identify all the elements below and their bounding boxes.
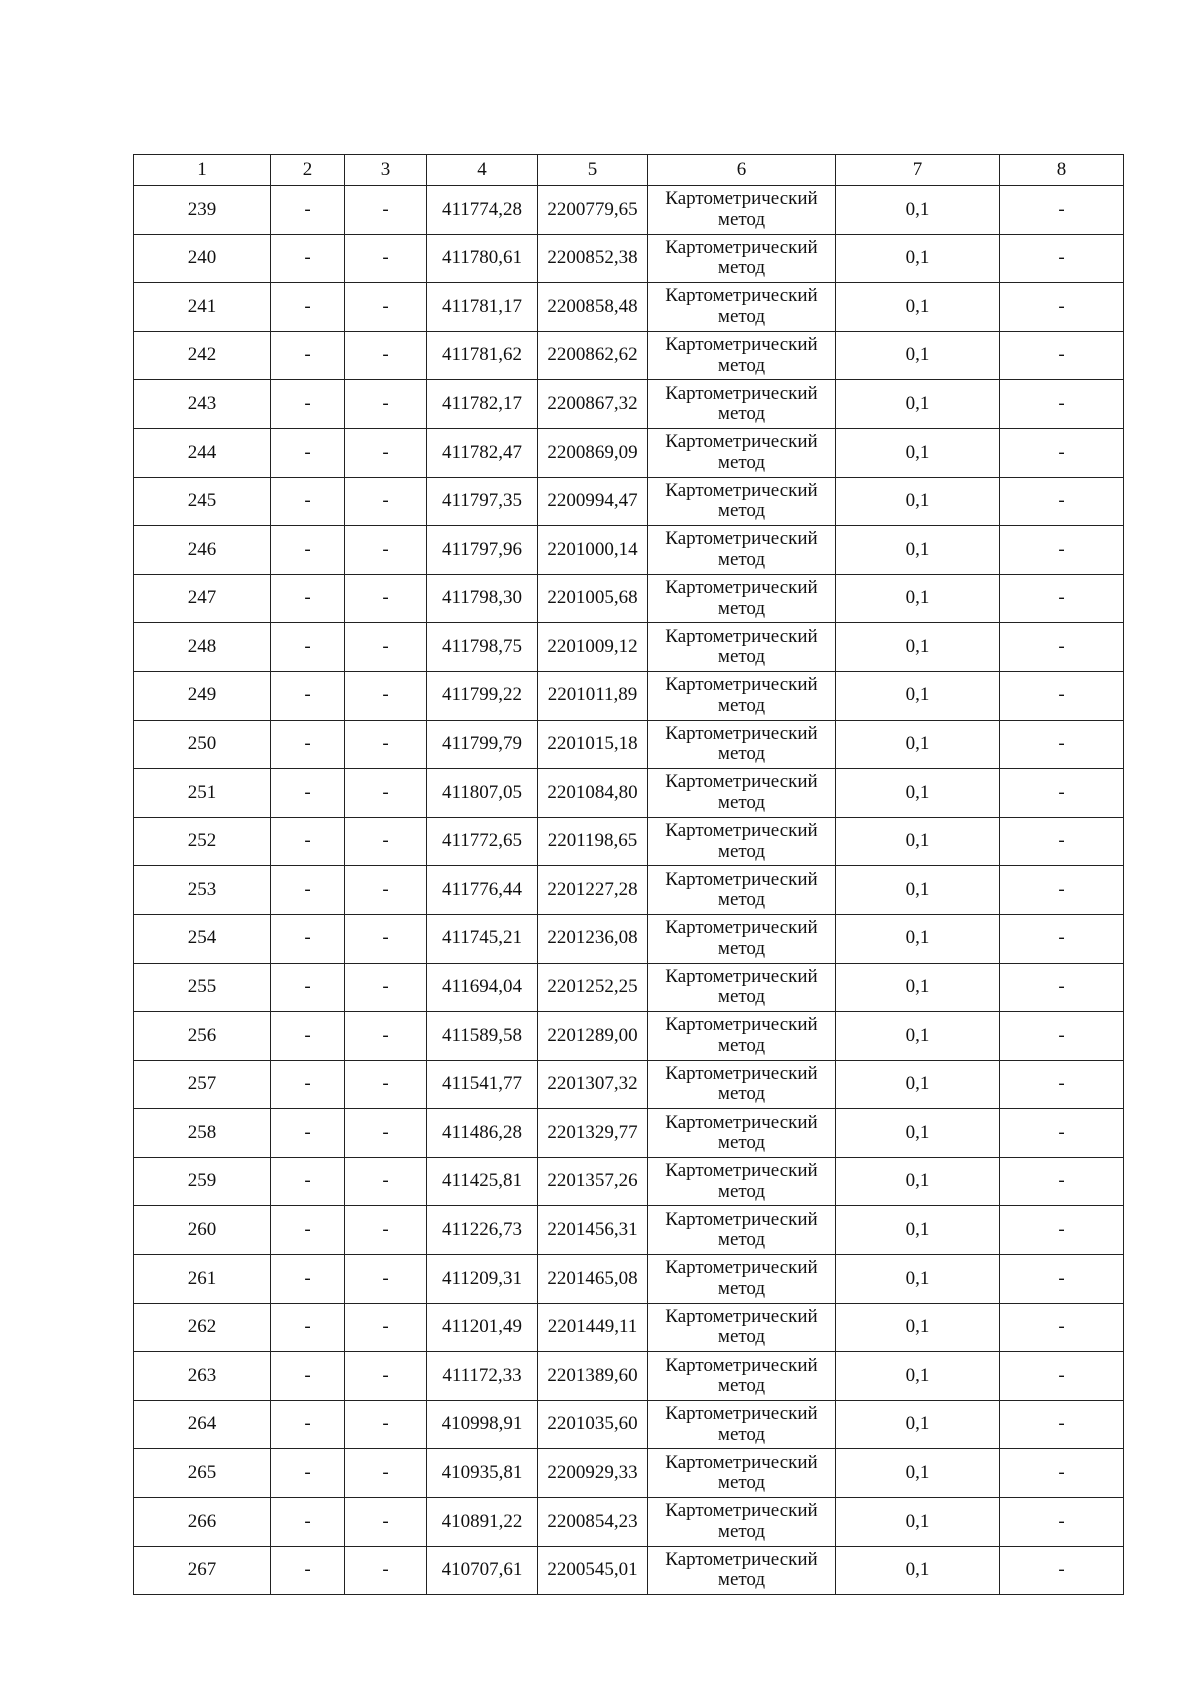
y-coordinate-cell: 2201252,25 xyxy=(538,963,648,1012)
method-cell: Картометрический метод xyxy=(648,574,836,623)
point-number-cell: 267 xyxy=(134,1546,271,1595)
y-coordinate-cell: 2201015,18 xyxy=(538,720,648,769)
header-cell: 6 xyxy=(648,155,836,186)
col8-cell: - xyxy=(1000,1400,1124,1449)
y-coordinate-cell: 2200854,23 xyxy=(538,1498,648,1547)
col3-cell: - xyxy=(345,283,427,332)
header-cell: 8 xyxy=(1000,155,1124,186)
y-coordinate-cell: 2201389,60 xyxy=(538,1352,648,1401)
table-row xyxy=(134,1060,1124,1109)
y-coordinate-cell: 2201000,14 xyxy=(538,526,648,575)
accuracy-cell: 0,1 xyxy=(836,1449,1000,1498)
col8-cell: - xyxy=(1000,1109,1124,1158)
point-number-cell: 252 xyxy=(134,817,271,866)
table-row xyxy=(134,1546,1124,1595)
table-row xyxy=(134,1498,1124,1547)
col8-cell: - xyxy=(1000,1303,1124,1352)
col2-cell: - xyxy=(271,1157,345,1206)
col2-cell: - xyxy=(271,817,345,866)
x-coordinate-cell: 411781,62 xyxy=(427,331,538,380)
method-cell: Картометрический метод xyxy=(648,866,836,915)
point-number-cell: 251 xyxy=(134,769,271,818)
x-coordinate-cell: 411799,22 xyxy=(427,671,538,720)
accuracy-cell: 0,1 xyxy=(836,477,1000,526)
y-coordinate-cell: 2201307,32 xyxy=(538,1060,648,1109)
col2-cell: - xyxy=(271,331,345,380)
col3-cell: - xyxy=(345,1449,427,1498)
point-number-cell: 246 xyxy=(134,526,271,575)
y-coordinate-cell: 2201329,77 xyxy=(538,1109,648,1158)
col8-cell: - xyxy=(1000,769,1124,818)
y-coordinate-cell: 2201357,26 xyxy=(538,1157,648,1206)
col8-cell: - xyxy=(1000,428,1124,477)
col3-cell: - xyxy=(345,866,427,915)
table-row xyxy=(134,186,1124,235)
accuracy-cell: 0,1 xyxy=(836,1303,1000,1352)
col8-cell: - xyxy=(1000,1449,1124,1498)
col8-cell: - xyxy=(1000,817,1124,866)
col8-cell: - xyxy=(1000,331,1124,380)
col3-cell: - xyxy=(345,1157,427,1206)
col8-cell: - xyxy=(1000,623,1124,672)
y-coordinate-cell: 2201449,11 xyxy=(538,1303,648,1352)
point-number-cell: 253 xyxy=(134,866,271,915)
col3-cell: - xyxy=(345,720,427,769)
method-cell: Картометрический метод xyxy=(648,186,836,235)
table-row xyxy=(134,1449,1124,1498)
method-cell: Картометрический метод xyxy=(648,1206,836,1255)
y-coordinate-cell: 2201011,89 xyxy=(538,671,648,720)
col8-cell: - xyxy=(1000,914,1124,963)
accuracy-cell: 0,1 xyxy=(836,914,1000,963)
table-row xyxy=(134,1109,1124,1158)
x-coordinate-cell: 411780,61 xyxy=(427,234,538,283)
header-cell: 5 xyxy=(538,155,648,186)
method-cell: Картометрический метод xyxy=(648,963,836,1012)
col2-cell: - xyxy=(271,428,345,477)
method-cell: Картометрический метод xyxy=(648,769,836,818)
y-coordinate-cell: 2200545,01 xyxy=(538,1546,648,1595)
x-coordinate-cell: 411797,35 xyxy=(427,477,538,526)
accuracy-cell: 0,1 xyxy=(836,1498,1000,1547)
table-row xyxy=(134,671,1124,720)
x-coordinate-cell: 411589,58 xyxy=(427,1012,538,1061)
method-cell: Картометрический метод xyxy=(648,1400,836,1449)
col2-cell: - xyxy=(271,1206,345,1255)
col2-cell: - xyxy=(271,380,345,429)
accuracy-cell: 0,1 xyxy=(836,623,1000,672)
y-coordinate-cell: 2200862,62 xyxy=(538,331,648,380)
col2-cell: - xyxy=(271,1400,345,1449)
table-row xyxy=(134,623,1124,672)
table-body xyxy=(134,186,1124,1595)
col8-cell: - xyxy=(1000,1255,1124,1304)
accuracy-cell: 0,1 xyxy=(836,234,1000,283)
point-number-cell: 249 xyxy=(134,671,271,720)
method-cell: Картометрический метод xyxy=(648,477,836,526)
col3-cell: - xyxy=(345,1060,427,1109)
x-coordinate-cell: 411782,47 xyxy=(427,428,538,477)
point-number-cell: 266 xyxy=(134,1498,271,1547)
col3-cell: - xyxy=(345,1255,427,1304)
method-cell: Картометрический метод xyxy=(648,1012,836,1061)
table-row xyxy=(134,428,1124,477)
y-coordinate-cell: 2201005,68 xyxy=(538,574,648,623)
x-coordinate-cell: 410998,91 xyxy=(427,1400,538,1449)
table-header xyxy=(134,155,1124,186)
method-cell: Картометрический метод xyxy=(648,623,836,672)
col2-cell: - xyxy=(271,1012,345,1061)
y-coordinate-cell: 2200858,48 xyxy=(538,283,648,332)
header-cell: 3 xyxy=(345,155,427,186)
accuracy-cell: 0,1 xyxy=(836,866,1000,915)
point-number-cell: 260 xyxy=(134,1206,271,1255)
point-number-cell: 255 xyxy=(134,963,271,1012)
accuracy-cell: 0,1 xyxy=(836,1400,1000,1449)
header-cell: 7 xyxy=(836,155,1000,186)
method-cell: Картометрический метод xyxy=(648,817,836,866)
col8-cell: - xyxy=(1000,720,1124,769)
col2-cell: - xyxy=(271,866,345,915)
col3-cell: - xyxy=(345,1303,427,1352)
coordinates-table xyxy=(133,154,1124,1595)
x-coordinate-cell: 411781,17 xyxy=(427,283,538,332)
col2-cell: - xyxy=(271,526,345,575)
col2-cell: - xyxy=(271,720,345,769)
table-row xyxy=(134,1206,1124,1255)
accuracy-cell: 0,1 xyxy=(836,526,1000,575)
col3-cell: - xyxy=(345,1109,427,1158)
method-cell: Картометрический метод xyxy=(648,1546,836,1595)
method-cell: Картометрический метод xyxy=(648,1157,836,1206)
col2-cell: - xyxy=(271,574,345,623)
col3-cell: - xyxy=(345,914,427,963)
method-cell: Картометрический метод xyxy=(648,1449,836,1498)
x-coordinate-cell: 411425,81 xyxy=(427,1157,538,1206)
accuracy-cell: 0,1 xyxy=(836,1012,1000,1061)
col2-cell: - xyxy=(271,671,345,720)
accuracy-cell: 0,1 xyxy=(836,769,1000,818)
col3-cell: - xyxy=(345,1400,427,1449)
point-number-cell: 256 xyxy=(134,1012,271,1061)
x-coordinate-cell: 411807,05 xyxy=(427,769,538,818)
y-coordinate-cell: 2200994,47 xyxy=(538,477,648,526)
col2-cell: - xyxy=(271,283,345,332)
col3-cell: - xyxy=(345,477,427,526)
col3-cell: - xyxy=(345,574,427,623)
col3-cell: - xyxy=(345,963,427,1012)
col2-cell: - xyxy=(271,1352,345,1401)
col8-cell: - xyxy=(1000,234,1124,283)
col2-cell: - xyxy=(271,1303,345,1352)
x-coordinate-cell: 411541,77 xyxy=(427,1060,538,1109)
col8-cell: - xyxy=(1000,1352,1124,1401)
col3-cell: - xyxy=(345,234,427,283)
table-row xyxy=(134,526,1124,575)
x-coordinate-cell: 411798,75 xyxy=(427,623,538,672)
accuracy-cell: 0,1 xyxy=(836,1206,1000,1255)
col2-cell: - xyxy=(271,1060,345,1109)
method-cell: Картометрический метод xyxy=(648,914,836,963)
x-coordinate-cell: 411799,79 xyxy=(427,720,538,769)
point-number-cell: 241 xyxy=(134,283,271,332)
point-number-cell: 244 xyxy=(134,428,271,477)
y-coordinate-cell: 2201289,00 xyxy=(538,1012,648,1061)
col3-cell: - xyxy=(345,186,427,235)
table-row xyxy=(134,234,1124,283)
col8-cell: - xyxy=(1000,1157,1124,1206)
col8-cell: - xyxy=(1000,1012,1124,1061)
col2-cell: - xyxy=(271,477,345,526)
point-number-cell: 247 xyxy=(134,574,271,623)
method-cell: Картометрический метод xyxy=(648,428,836,477)
x-coordinate-cell: 410707,61 xyxy=(427,1546,538,1595)
method-cell: Картометрический метод xyxy=(648,1303,836,1352)
col2-cell: - xyxy=(271,1498,345,1547)
table-row xyxy=(134,1157,1124,1206)
accuracy-cell: 0,1 xyxy=(836,186,1000,235)
point-number-cell: 243 xyxy=(134,380,271,429)
table-row xyxy=(134,1400,1124,1449)
table-row xyxy=(134,380,1124,429)
y-coordinate-cell: 2201198,65 xyxy=(538,817,648,866)
accuracy-cell: 0,1 xyxy=(836,817,1000,866)
x-coordinate-cell: 411694,04 xyxy=(427,963,538,1012)
x-coordinate-cell: 411798,30 xyxy=(427,574,538,623)
x-coordinate-cell: 410935,81 xyxy=(427,1449,538,1498)
method-cell: Картометрический метод xyxy=(648,1498,836,1547)
x-coordinate-cell: 411486,28 xyxy=(427,1109,538,1158)
col8-cell: - xyxy=(1000,477,1124,526)
col2-cell: - xyxy=(271,769,345,818)
method-cell: Картометрический метод xyxy=(648,1060,836,1109)
accuracy-cell: 0,1 xyxy=(836,1546,1000,1595)
accuracy-cell: 0,1 xyxy=(836,963,1000,1012)
method-cell: Картометрический метод xyxy=(648,720,836,769)
y-coordinate-cell: 2201009,12 xyxy=(538,623,648,672)
x-coordinate-cell: 411745,21 xyxy=(427,914,538,963)
point-number-cell: 250 xyxy=(134,720,271,769)
point-number-cell: 240 xyxy=(134,234,271,283)
x-coordinate-cell: 411209,31 xyxy=(427,1255,538,1304)
table-row xyxy=(134,963,1124,1012)
col8-cell: - xyxy=(1000,186,1124,235)
accuracy-cell: 0,1 xyxy=(836,720,1000,769)
accuracy-cell: 0,1 xyxy=(836,671,1000,720)
accuracy-cell: 0,1 xyxy=(836,380,1000,429)
col3-cell: - xyxy=(345,769,427,818)
method-cell: Картометрический метод xyxy=(648,1352,836,1401)
method-cell: Картометрический метод xyxy=(648,234,836,283)
col8-cell: - xyxy=(1000,671,1124,720)
col8-cell: - xyxy=(1000,963,1124,1012)
x-coordinate-cell: 411774,28 xyxy=(427,186,538,235)
col3-cell: - xyxy=(345,526,427,575)
point-number-cell: 264 xyxy=(134,1400,271,1449)
col2-cell: - xyxy=(271,1546,345,1595)
col3-cell: - xyxy=(345,623,427,672)
table-row xyxy=(134,817,1124,866)
y-coordinate-cell: 2200929,33 xyxy=(538,1449,648,1498)
x-coordinate-cell: 411772,65 xyxy=(427,817,538,866)
col3-cell: - xyxy=(345,1498,427,1547)
col3-cell: - xyxy=(345,1352,427,1401)
table-row xyxy=(134,574,1124,623)
header-cell: 4 xyxy=(427,155,538,186)
col8-cell: - xyxy=(1000,1498,1124,1547)
col8-cell: - xyxy=(1000,1206,1124,1255)
col3-cell: - xyxy=(345,428,427,477)
y-coordinate-cell: 2201236,08 xyxy=(538,914,648,963)
method-cell: Картометрический метод xyxy=(648,331,836,380)
point-number-cell: 254 xyxy=(134,914,271,963)
col8-cell: - xyxy=(1000,380,1124,429)
method-cell: Картометрический метод xyxy=(648,1255,836,1304)
accuracy-cell: 0,1 xyxy=(836,574,1000,623)
y-coordinate-cell: 2201084,80 xyxy=(538,769,648,818)
col8-cell: - xyxy=(1000,1546,1124,1595)
table-row xyxy=(134,283,1124,332)
col3-cell: - xyxy=(345,1012,427,1061)
point-number-cell: 263 xyxy=(134,1352,271,1401)
y-coordinate-cell: 2200852,38 xyxy=(538,234,648,283)
accuracy-cell: 0,1 xyxy=(836,1352,1000,1401)
x-coordinate-cell: 411201,49 xyxy=(427,1303,538,1352)
y-coordinate-cell: 2200779,65 xyxy=(538,186,648,235)
col3-cell: - xyxy=(345,1546,427,1595)
accuracy-cell: 0,1 xyxy=(836,331,1000,380)
table-row xyxy=(134,1012,1124,1061)
accuracy-cell: 0,1 xyxy=(836,1109,1000,1158)
method-cell: Картометрический метод xyxy=(648,1109,836,1158)
table-row xyxy=(134,1255,1124,1304)
accuracy-cell: 0,1 xyxy=(836,1157,1000,1206)
col2-cell: - xyxy=(271,963,345,1012)
point-number-cell: 257 xyxy=(134,1060,271,1109)
col8-cell: - xyxy=(1000,1060,1124,1109)
x-coordinate-cell: 411797,96 xyxy=(427,526,538,575)
col3-cell: - xyxy=(345,1206,427,1255)
table-row xyxy=(134,477,1124,526)
col2-cell: - xyxy=(271,1449,345,1498)
col8-cell: - xyxy=(1000,283,1124,332)
point-number-cell: 265 xyxy=(134,1449,271,1498)
y-coordinate-cell: 2201227,28 xyxy=(538,866,648,915)
table-row xyxy=(134,720,1124,769)
accuracy-cell: 0,1 xyxy=(836,1255,1000,1304)
point-number-cell: 258 xyxy=(134,1109,271,1158)
table-row xyxy=(134,769,1124,818)
header-cell: 1 xyxy=(134,155,271,186)
method-cell: Картометрический метод xyxy=(648,671,836,720)
method-cell: Картометрический метод xyxy=(648,283,836,332)
col2-cell: - xyxy=(271,1255,345,1304)
table-row xyxy=(134,331,1124,380)
col2-cell: - xyxy=(271,234,345,283)
col2-cell: - xyxy=(271,1109,345,1158)
col3-cell: - xyxy=(345,671,427,720)
point-number-cell: 262 xyxy=(134,1303,271,1352)
accuracy-cell: 0,1 xyxy=(836,428,1000,477)
col8-cell: - xyxy=(1000,574,1124,623)
table-row xyxy=(134,866,1124,915)
accuracy-cell: 0,1 xyxy=(836,283,1000,332)
y-coordinate-cell: 2201456,31 xyxy=(538,1206,648,1255)
point-number-cell: 245 xyxy=(134,477,271,526)
y-coordinate-cell: 2200867,32 xyxy=(538,380,648,429)
y-coordinate-cell: 2200869,09 xyxy=(538,428,648,477)
accuracy-cell: 0,1 xyxy=(836,1060,1000,1109)
point-number-cell: 259 xyxy=(134,1157,271,1206)
method-cell: Картометрический метод xyxy=(648,526,836,575)
col2-cell: - xyxy=(271,623,345,672)
x-coordinate-cell: 411226,73 xyxy=(427,1206,538,1255)
x-coordinate-cell: 411782,17 xyxy=(427,380,538,429)
col3-cell: - xyxy=(345,380,427,429)
table-row xyxy=(134,1352,1124,1401)
y-coordinate-cell: 2201465,08 xyxy=(538,1255,648,1304)
header-row xyxy=(134,155,1124,186)
col2-cell: - xyxy=(271,186,345,235)
point-number-cell: 242 xyxy=(134,331,271,380)
y-coordinate-cell: 2201035,60 xyxy=(538,1400,648,1449)
col2-cell: - xyxy=(271,914,345,963)
table-row xyxy=(134,1303,1124,1352)
col3-cell: - xyxy=(345,331,427,380)
point-number-cell: 239 xyxy=(134,186,271,235)
header-cell: 2 xyxy=(271,155,345,186)
x-coordinate-cell: 410891,22 xyxy=(427,1498,538,1547)
x-coordinate-cell: 411172,33 xyxy=(427,1352,538,1401)
x-coordinate-cell: 411776,44 xyxy=(427,866,538,915)
col3-cell: - xyxy=(345,817,427,866)
point-number-cell: 248 xyxy=(134,623,271,672)
table-row xyxy=(134,914,1124,963)
point-number-cell: 261 xyxy=(134,1255,271,1304)
col8-cell: - xyxy=(1000,866,1124,915)
col8-cell: - xyxy=(1000,526,1124,575)
method-cell: Картометрический метод xyxy=(648,380,836,429)
